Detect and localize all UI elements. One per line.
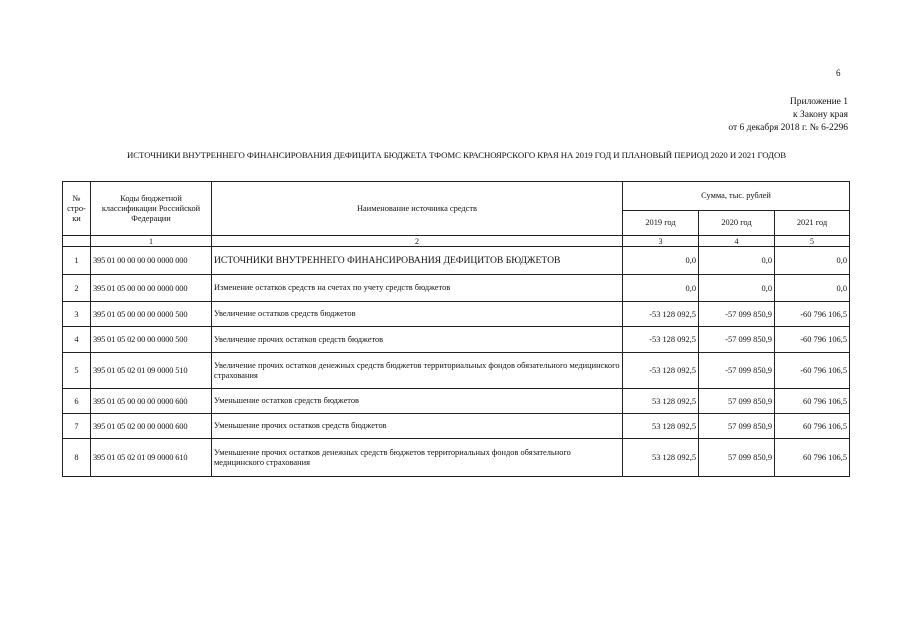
budget-code: 395 01 00 00 00 00 0000 000 — [91, 247, 212, 275]
appendix-line-3: от 6 декабря 2018 г. № 6-2296 — [728, 123, 848, 133]
column-number: 3 — [623, 236, 699, 247]
sum-2020: -57 099 850,9 — [699, 327, 775, 353]
source-name: Уменьшение прочих остатков денежных средств бюджетов территориальных фондов обязательного медицинского страхования — [212, 439, 623, 477]
header-source-name: Наименование источника средств — [212, 182, 623, 236]
row-number: 8 — [63, 439, 91, 477]
column-number — [63, 236, 91, 247]
source-name: Изменение остатков средств на счетах по учету средств бюджетов — [212, 275, 623, 302]
row-number: 7 — [63, 414, 91, 439]
header-budget-code: Коды бюджетной классификации Российской Федерации — [91, 182, 212, 236]
sum-2019: 53 128 092,5 — [623, 389, 699, 414]
page-number: 6 — [836, 68, 841, 78]
sum-2020: 57 099 850,9 — [699, 439, 775, 477]
document-title: ИСТОЧНИКИ ВНУТРЕННЕГО ФИНАНСИРОВАНИЯ ДЕФИЦИТА БЮДЖЕТА ТФОМС КРАСНОЯРСКОГО КРАЯ НА 2019 ГОД И ПЛАНОВЫЙ ПЕРИОД 2020 И 2021 ГОДОВ — [127, 150, 786, 160]
table-row — [63, 275, 850, 302]
sum-2021: 60 796 106,5 — [775, 414, 850, 439]
column-number: 4 — [699, 236, 775, 247]
sum-2019: 0,0 — [623, 247, 699, 275]
sum-2021: -60 796 106,5 — [775, 302, 850, 327]
sum-2020: 0,0 — [699, 247, 775, 275]
sum-2021: -60 796 106,5 — [775, 353, 850, 389]
table-row — [63, 327, 850, 353]
budget-code: 395 01 05 00 00 00 0000 500 — [91, 302, 212, 327]
row-number: 6 — [63, 389, 91, 414]
sum-2021: 60 796 106,5 — [775, 439, 850, 477]
source-name: Увеличение остатков средств бюджетов — [212, 302, 623, 327]
header-year-2020: 2020 год — [699, 211, 775, 236]
sum-2019: -53 128 092,5 — [623, 327, 699, 353]
appendix-block — [728, 96, 848, 135]
sum-2020: 57 099 850,9 — [699, 389, 775, 414]
table-row — [63, 439, 850, 477]
budget-code: 395 01 05 00 00 00 0000 600 — [91, 389, 212, 414]
column-number: 2 — [212, 236, 623, 247]
appendix-line-2: к Закону края — [792, 110, 848, 120]
column-number: 1 — [91, 236, 212, 247]
table-header-row — [63, 182, 850, 211]
source-name: ИСТОЧНИКИ ВНУТРЕННЕГО ФИНАНСИРОВАНИЯ ДЕФИЦИТОВ БЮДЖЕТОВ — [212, 247, 623, 275]
source-name: Уменьшение прочих остатков средств бюджетов — [212, 414, 623, 439]
source-name: Увеличение прочих остатков денежных средств бюджетов территориальных фондов обязательного медицинского страхования — [212, 353, 623, 389]
sum-2020: -57 099 850,9 — [699, 302, 775, 327]
source-name: Уменьшение остатков средств бюджетов — [212, 389, 623, 414]
sum-2020: 0,0 — [699, 275, 775, 302]
sum-2019: -53 128 092,5 — [623, 353, 699, 389]
header-row-number: № стро-ки — [63, 182, 91, 236]
row-number: 3 — [63, 302, 91, 327]
row-number: 5 — [63, 353, 91, 389]
sum-2020: 57 099 850,9 — [699, 414, 775, 439]
sum-2021: -60 796 106,5 — [775, 327, 850, 353]
row-number: 4 — [63, 327, 91, 353]
table-row — [63, 247, 850, 275]
header-year-2019: 2019 год — [623, 211, 699, 236]
header-year-2021: 2021 год — [775, 211, 850, 236]
budget-code: 395 01 05 02 00 00 0000 600 — [91, 414, 212, 439]
column-number: 5 — [775, 236, 850, 247]
table-row — [63, 414, 850, 439]
budget-code: 395 01 05 02 01 09 0000 610 — [91, 439, 212, 477]
table-row — [63, 389, 850, 414]
row-number: 1 — [63, 247, 91, 275]
table-row — [63, 353, 850, 389]
column-number-row — [63, 236, 850, 247]
financing-sources-table — [62, 181, 850, 477]
budget-code: 395 01 05 00 00 00 0000 000 — [91, 275, 212, 302]
source-name: Увеличение прочих остатков средств бюджетов — [212, 327, 623, 353]
sum-2019: -53 128 092,5 — [623, 302, 699, 327]
sum-2021: 0,0 — [775, 247, 850, 275]
budget-code: 395 01 05 02 00 00 0000 500 — [91, 327, 212, 353]
row-number: 2 — [63, 275, 91, 302]
budget-code: 395 01 05 02 01 09 0000 510 — [91, 353, 212, 389]
sum-2019: 53 128 092,5 — [623, 439, 699, 477]
appendix-line-1: Приложение 1 — [789, 97, 848, 107]
sum-2021: 60 796 106,5 — [775, 389, 850, 414]
header-sum: Сумма, тыс. рублей — [623, 182, 850, 211]
sum-2019: 0,0 — [623, 275, 699, 302]
sum-2019: 53 128 092,5 — [623, 414, 699, 439]
sum-2021: 0,0 — [775, 275, 850, 302]
table-row — [63, 302, 850, 327]
sum-2020: -57 099 850,9 — [699, 353, 775, 389]
